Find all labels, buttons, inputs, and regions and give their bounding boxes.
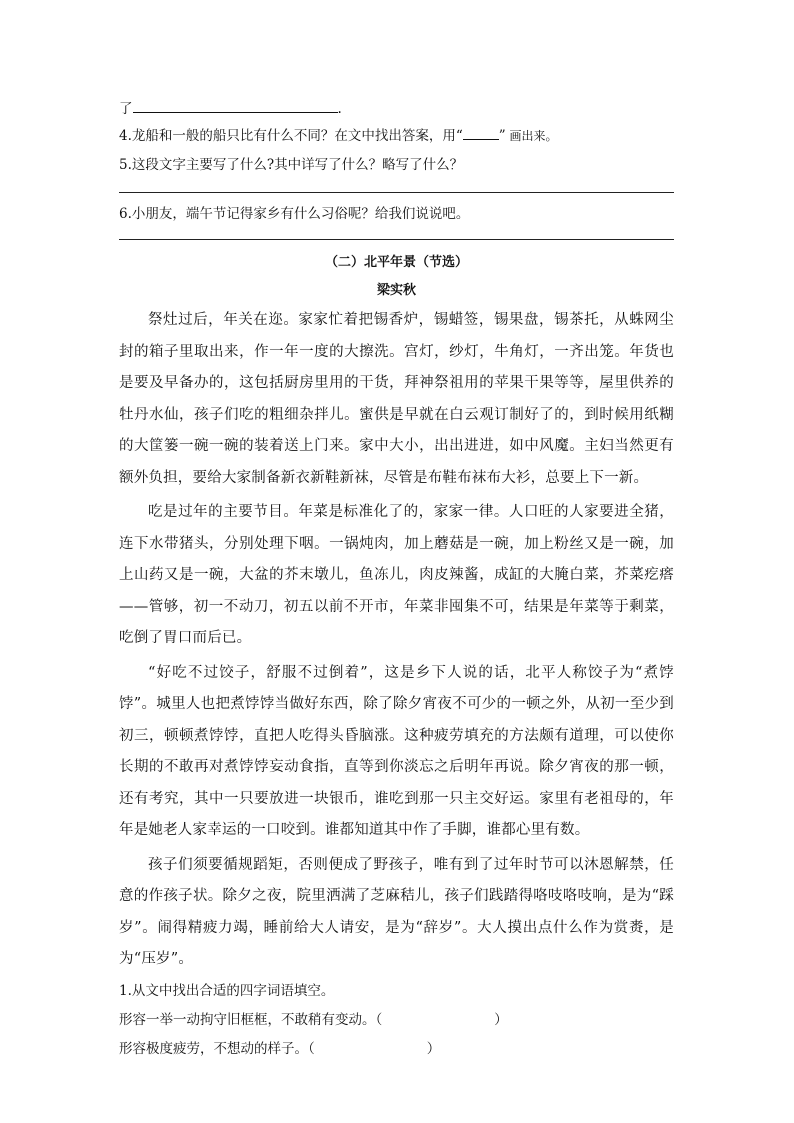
question-1-item-2 [119, 1035, 674, 1064]
question-4-prefix: 4.龙船和一般的船只比有什么不同？在文中找出答案，用“ [119, 128, 463, 144]
passage-paragraph-4: 孩子们须要循规蹈矩，否则便成了野孩子，唯有到了过年时节可以沐恩解禁，任意的作孩子状。除夕之夜，院里洒满了芝麻秸儿，孩子们践踏得咯吱咯吱响，是为“踩岁”。闹得精疲力竭，睡前给大人请安，是为“辞岁”。大人摸出点什么作为赏赉，是为“压岁”。 [119, 856, 674, 967]
question-4-mid: ” [498, 128, 506, 144]
question-3-end: . [337, 101, 342, 117]
question-1: 1.从文中找出合适的四字词语填空。 [119, 982, 335, 999]
underline-mark-sample [463, 127, 499, 140]
passage-author: 梁实秋 [376, 283, 416, 298]
answer-line-q5[interactable] [119, 192, 674, 193]
passage-paragraph-2: 吃是过年的主要节目。年菜是标准化了的，家家一律。人口旺的人家要进全猪，连下水带猪头，分别处理下咽。一锅炖肉，加上蘑菇是一碗，加上粉丝又是一碗，加上山药又是一碗，大盆的芥末墩儿，鱼冻儿，肉皮辣酱，成缸的大腌白菜，芥菜疙瘩——管够，初一不动刀，初五以前不开市，年菜非囤集不可，结果是年菜等于剩菜，吃倒了胃口而后已。 [119, 504, 674, 646]
question-1-item-1 [119, 1006, 674, 1035]
answer-blank-q3[interactable] [133, 98, 338, 113]
item-2-prefix: 形容极度疲劳，不想动的样子。（ [119, 1040, 315, 1057]
passage-paragraph-1: 祭灶过后，年关在迩。家家忙着把锡香炉，锡蜡签，锡果盘，锡茶托，从蛛网尘封的箱子里取出来，作一年一度的大擦洗。宫灯，纱灯，牛角灯，一齐出笼。年货也是要及早备办的，这包括厨房里用的干货，拜神祭祖用的苹果干果等等，屋里供养的牡丹水仙，孩子们吃的粗细杂拌儿。蜜供是早就在白云观订制好了的，到时候用纸糊的大筐篓一碗一碗的装着送上门来。家中大小，出出进进，如中风魔。主妇当然更有额外负担，要给大家制备新衣新鞋新袜，尽管是布鞋布袜布大衫，总要上下一新。 [119, 312, 674, 486]
question-3-tail-text: 了 [119, 101, 133, 117]
worksheet-page [119, 96, 674, 1064]
question-6: 6.小朋友，端午节记得家乡有什么习俗呢？给我们说说吧。 [119, 206, 470, 222]
passage-title: （二）北平年景（节选） [324, 255, 468, 270]
item-1-prefix: 形容一举一动拘守旧框框，不敢稍有变动。（ [119, 1011, 383, 1028]
question-4 [119, 123, 674, 149]
item-1-suffix: ） [494, 1011, 508, 1028]
passage-paragraph-3: “好吃不过饺子，舒服不过倒着”，这是乡下人说的话，北平人称饺子为“煮饽饽”。城里人也把煮饽饽当做好东西，除了除夕宵夜不可少的一顿之外，从初一至少到初三，顿顿煮饽饽，直把人吃得头昏脑涨。这种疲劳填充的方法颇有道理，可以使你长期的不敢再对煮饽饽妄动食指，直等到你淡忘之后明年再说。除夕宵夜的那一顿，还有考究，其中一只要放进一块银币，谁吃到那一只主交好运。家里有老祖母的，年年是她老人家幸运的一口咬到。谁都知道其中作了手脚，谁都心里有数。 [119, 664, 674, 838]
question-4-suffix: 画出来。 [505, 129, 558, 143]
question-5: 5.这段文字主要写了什么?其中详写了什么？略写了什么？ [119, 157, 464, 173]
item-2-suffix: ） [426, 1040, 441, 1057]
question-3-tail [119, 96, 674, 122]
answer-line-q6[interactable] [119, 239, 674, 240]
